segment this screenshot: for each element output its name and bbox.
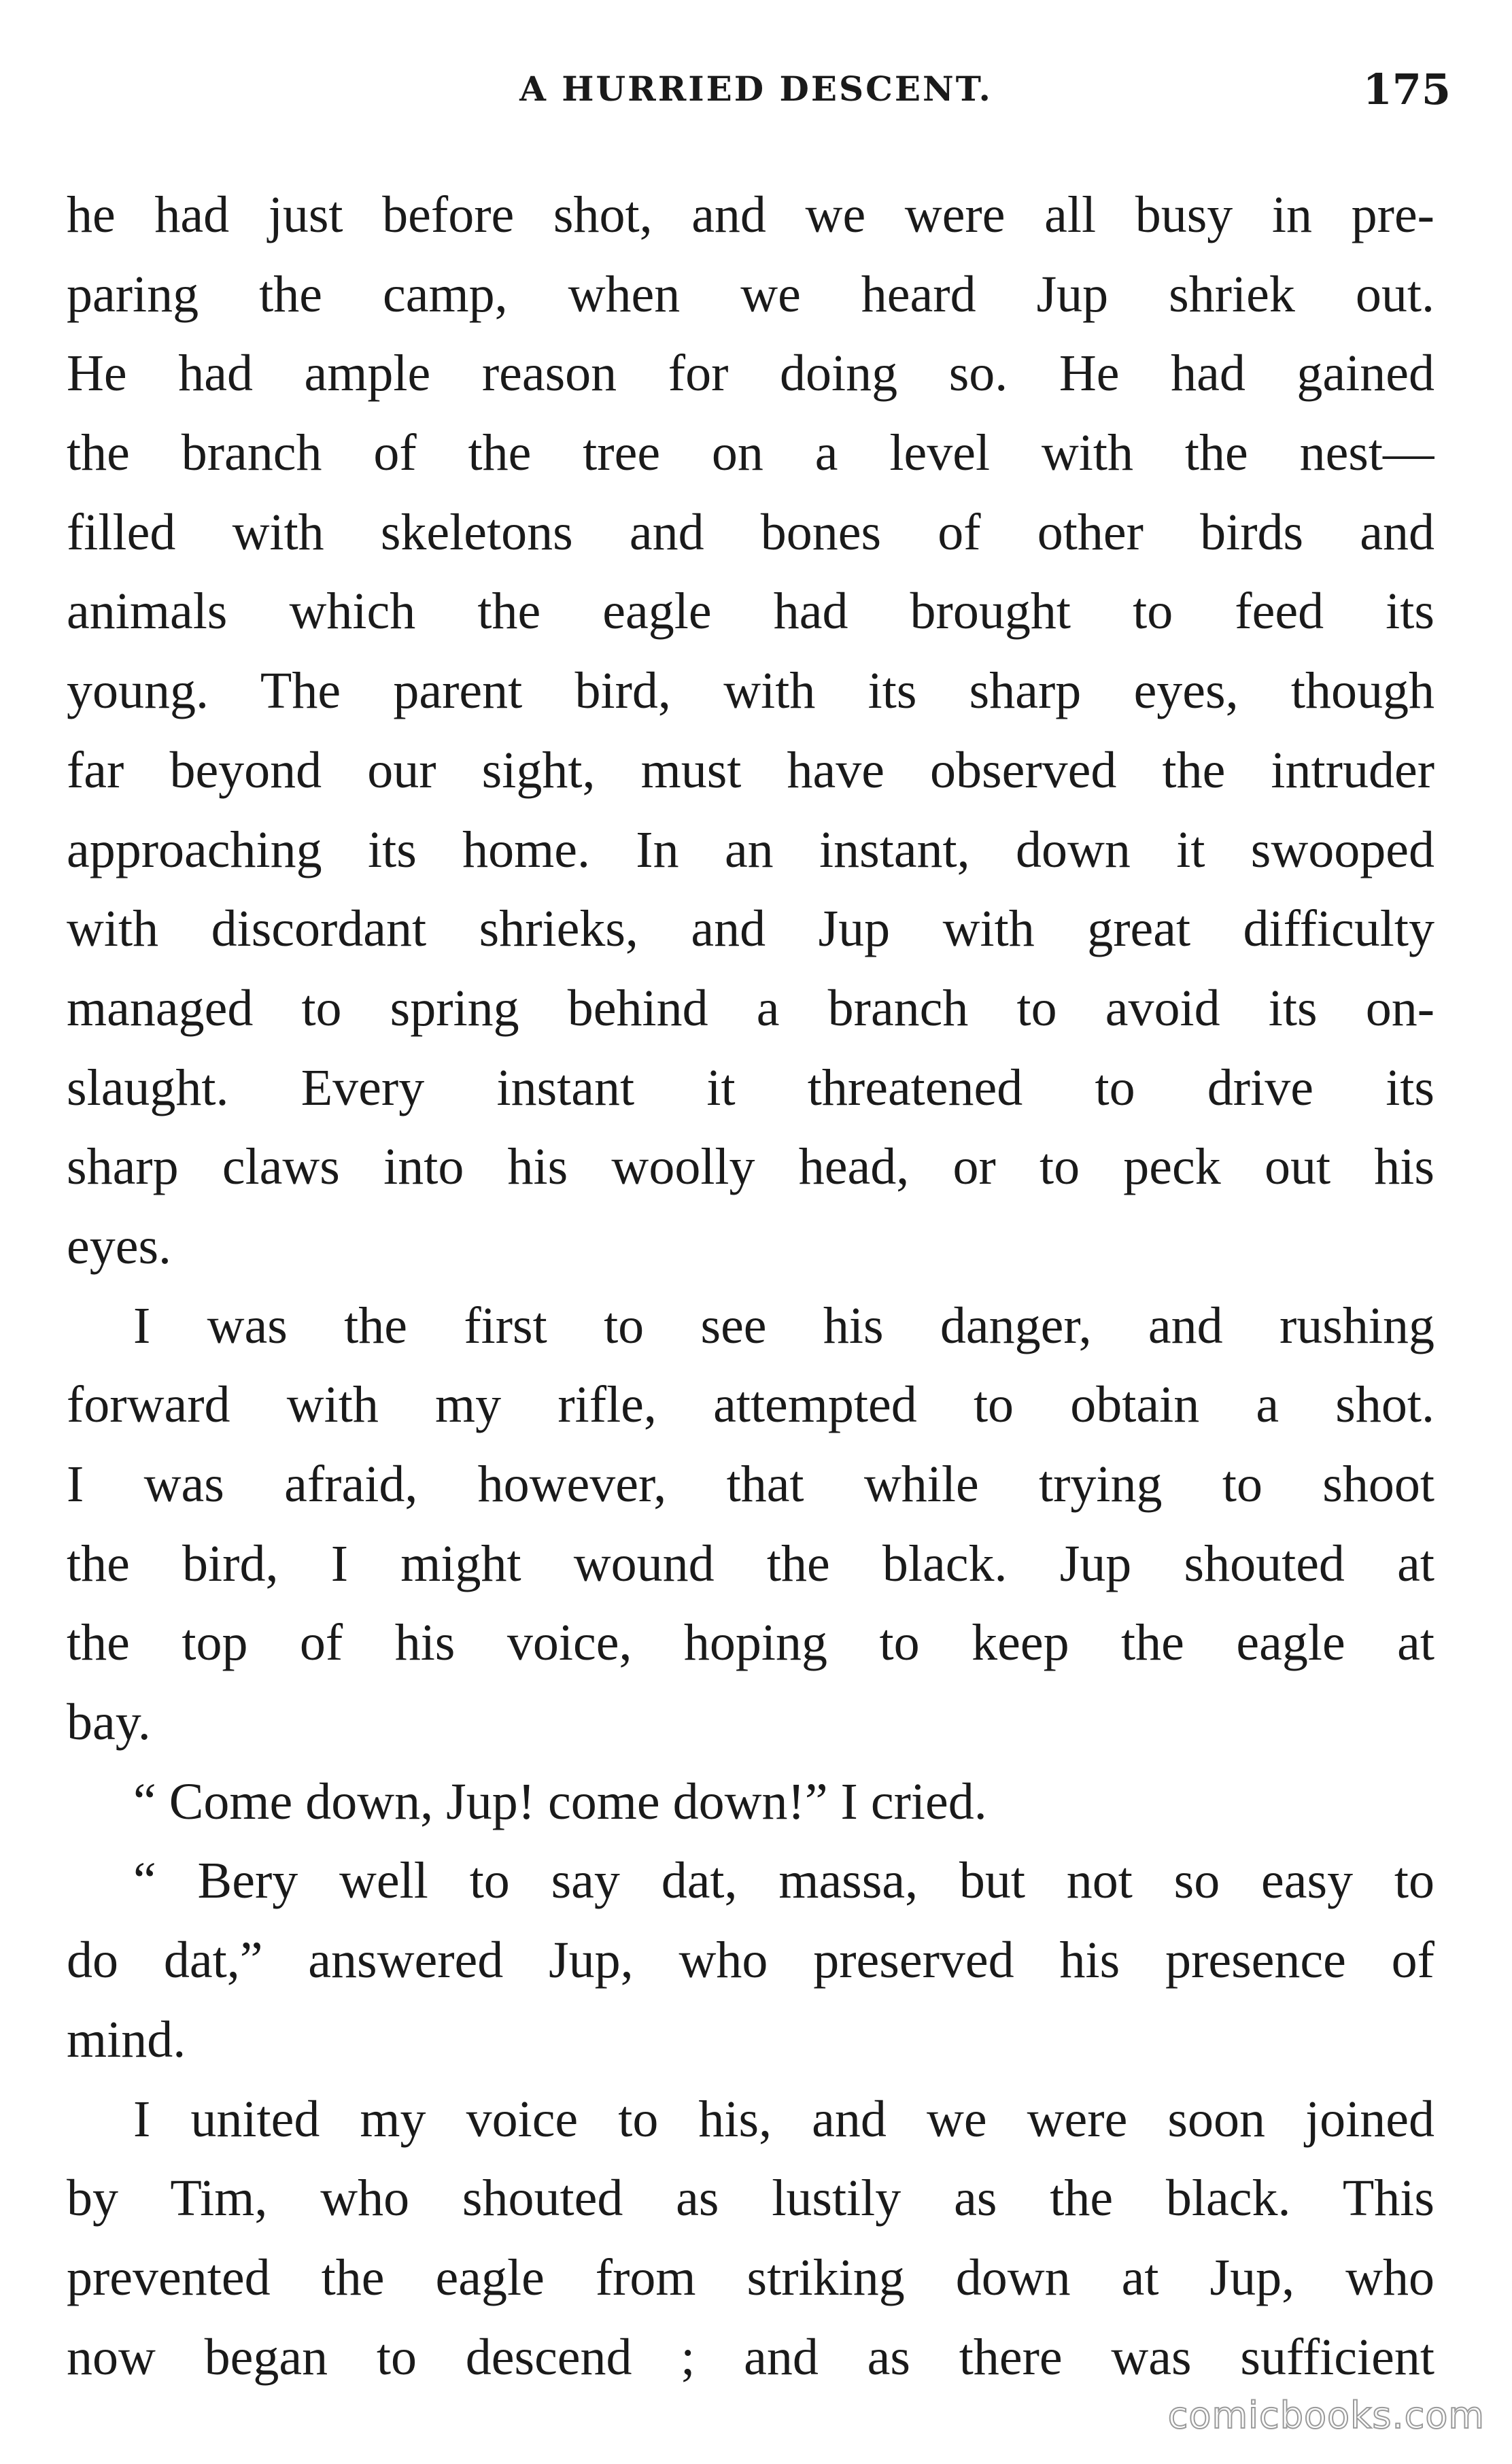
text-line: slaught. Every instant it threatened to drive its	[67, 1059, 1434, 1116]
text-line: bay.	[67, 1694, 151, 1751]
text-line: mind.	[67, 2010, 186, 2068]
text-line: now began to descend ; and as there was sufficient	[67, 2328, 1434, 2386]
text-line: sharp claws into his woolly head, or to peck out his	[67, 1138, 1434, 1196]
text-line: the bird, I might wound the black. Jup shouted at	[67, 1535, 1434, 1592]
text-line: he had just before shot, and we were all busy in pre-	[67, 186, 1434, 243]
body-text	[67, 175, 1434, 2397]
text-line: I united my voice to his, and we were soon joined	[133, 2090, 1434, 2148]
text-line: approaching its home. In an instant, down it swooped	[67, 821, 1434, 878]
watermark: comicbooks.com	[1167, 2394, 1485, 2437]
text-line: far beyond our sight, must have observed the intruder	[67, 741, 1434, 799]
text-line: “ Come down, Jup! come down!” I cried.	[133, 1773, 987, 1830]
text-line: forward with my rifle, attempted to obtain a shot.	[67, 1376, 1434, 1434]
text-line: I was afraid, however, that while trying to shoot	[67, 1456, 1434, 1513]
text-line: do dat,” answered Jup, who preserved his presence of	[67, 1932, 1434, 1989]
text-line: animals which the eagle had brought to feed its	[67, 583, 1434, 640]
text-line: by Tim, who shouted as lustily as the black. This	[67, 2170, 1434, 2227]
text-line: He had ample reason for doing so. He had gained	[67, 345, 1434, 403]
text-line: the branch of the tree on a level with the nest—	[67, 424, 1434, 482]
text-line: young. The parent bird, with its sharp eyes, though	[67, 662, 1434, 720]
text-line: “ Bery well to say dat, massa, but not so easy to	[133, 1852, 1434, 1910]
page-number: 175	[1362, 65, 1451, 114]
text-line: managed to spring behind a branch to avoid its on-	[67, 979, 1434, 1037]
text-line: I was the first to see his danger, and rushing	[133, 1297, 1434, 1354]
text-line: filled with skeletons and bones of other birds and	[67, 503, 1434, 561]
text-line: with discordant shrieks, and Jup with great difficulty	[67, 900, 1434, 958]
text-line: eyes.	[67, 1217, 172, 1275]
running-title: A HURRIED DESCENT.	[519, 69, 993, 109]
running-head	[0, 65, 1512, 119]
text-line: paring the camp, when we heard Jup shriek out.	[67, 265, 1434, 323]
text-line: the top of his voice, hoping to keep the eagle at	[67, 1614, 1434, 1672]
text-line: prevented the eagle from striking down at Jup, who	[67, 2248, 1434, 2306]
